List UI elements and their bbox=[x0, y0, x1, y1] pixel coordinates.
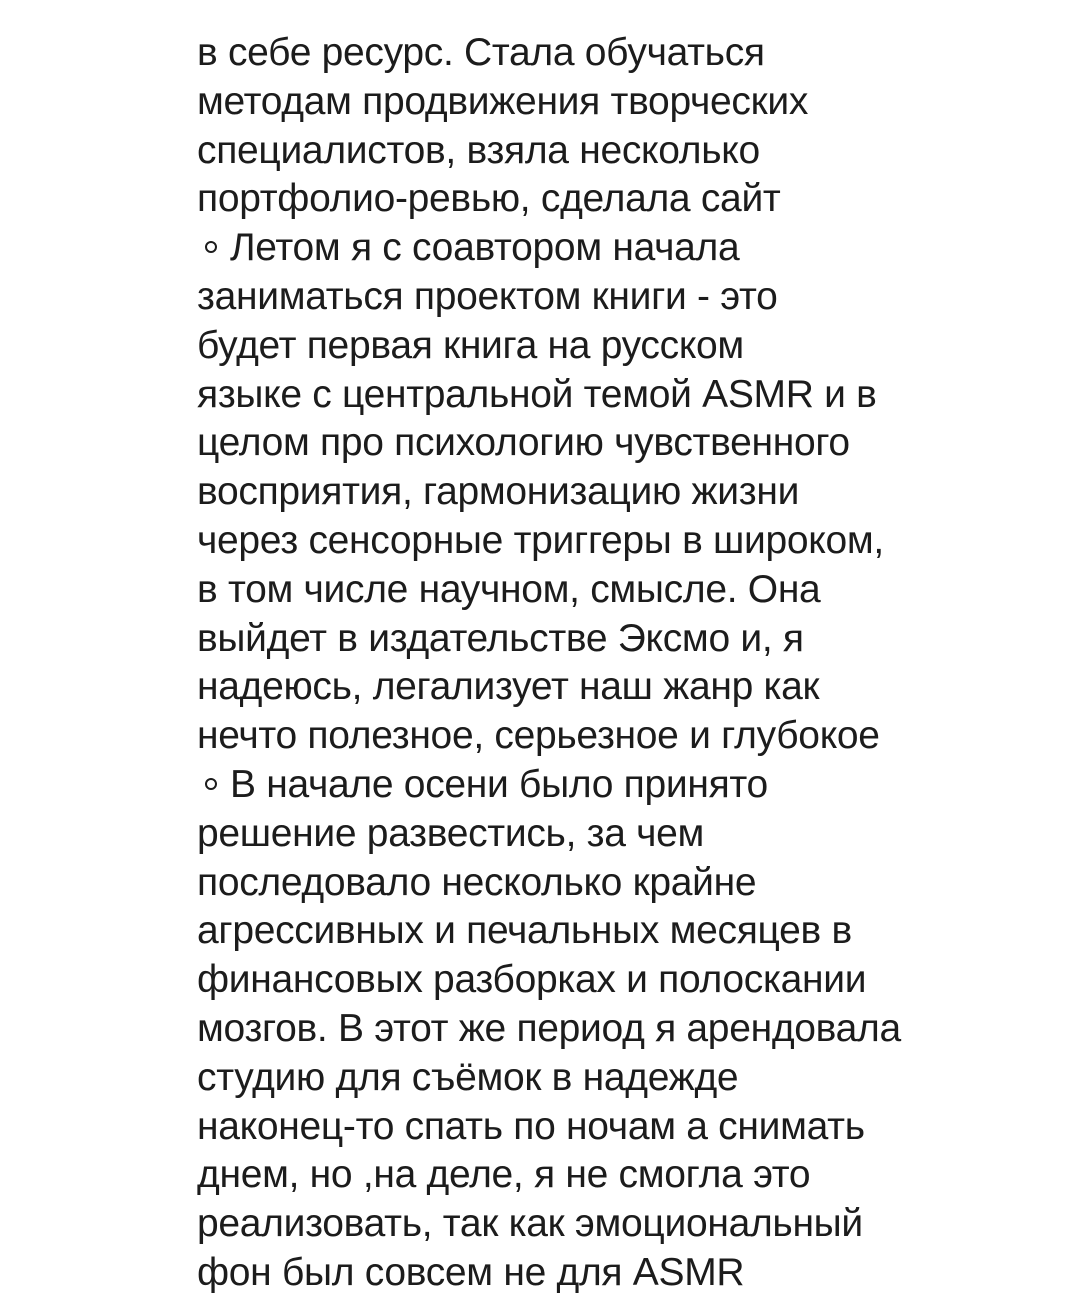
text-line: языке с центральной темой ASMR и в bbox=[197, 372, 877, 416]
text-line: специалистов, взяла несколько bbox=[197, 128, 760, 172]
text-line: в том числе научном, смысле. Она bbox=[197, 567, 821, 611]
text-line: выйдет в издательстве Эксмо и, я bbox=[197, 616, 804, 660]
bullet-item-start bbox=[197, 224, 1057, 273]
bullet-circle-icon bbox=[205, 778, 217, 790]
text-line: днем, но ,на деле, я не смогла это bbox=[197, 1153, 811, 1197]
text-line: агрессивных и печальных месяцев в bbox=[197, 909, 852, 953]
text-line: студию для съёмок в надежде bbox=[197, 1055, 739, 1099]
text-line: портфолио-ревью, сделала сайт bbox=[197, 177, 781, 221]
text-line: заниматься проектом книги - это bbox=[197, 274, 778, 318]
text-line: методам продвижения творческих bbox=[197, 79, 809, 123]
text-line: нечто полезное, серьезное и глубокое bbox=[197, 714, 880, 758]
text-line: мозгов. В этот же период я арендовала bbox=[197, 1006, 901, 1050]
bullet-circle-icon bbox=[205, 241, 217, 253]
text-line: Летом я с соавтором начала bbox=[230, 226, 740, 270]
text-line: через сенсорные триггеры в широком, bbox=[197, 518, 884, 562]
text-line: реализовать, так как эмоциональный bbox=[197, 1202, 863, 1246]
text-line: последовало несколько крайне bbox=[197, 860, 757, 904]
text-line: наконец-то спать по ночам а снимать bbox=[197, 1104, 865, 1148]
text-line: решение развестись, за чем bbox=[197, 811, 705, 855]
article-text bbox=[197, 29, 1057, 1298]
text-line: надеюсь, легализует наш жанр как bbox=[197, 665, 820, 709]
text-line: в себе ресурс. Стала обучаться bbox=[197, 31, 765, 74]
text-line: будет первая книга на русском bbox=[197, 323, 744, 367]
text-line: фон был совсем не для ASMR bbox=[197, 1250, 745, 1294]
bullet-item-start bbox=[197, 761, 1057, 810]
text-line: финансовых разборках и полоскании bbox=[197, 958, 867, 1002]
text-line: целом про психологию чувственного bbox=[197, 421, 850, 465]
text-line: восприятия, гармонизацию жизни bbox=[197, 470, 800, 514]
text-line: В начале осени было принято bbox=[230, 762, 768, 806]
